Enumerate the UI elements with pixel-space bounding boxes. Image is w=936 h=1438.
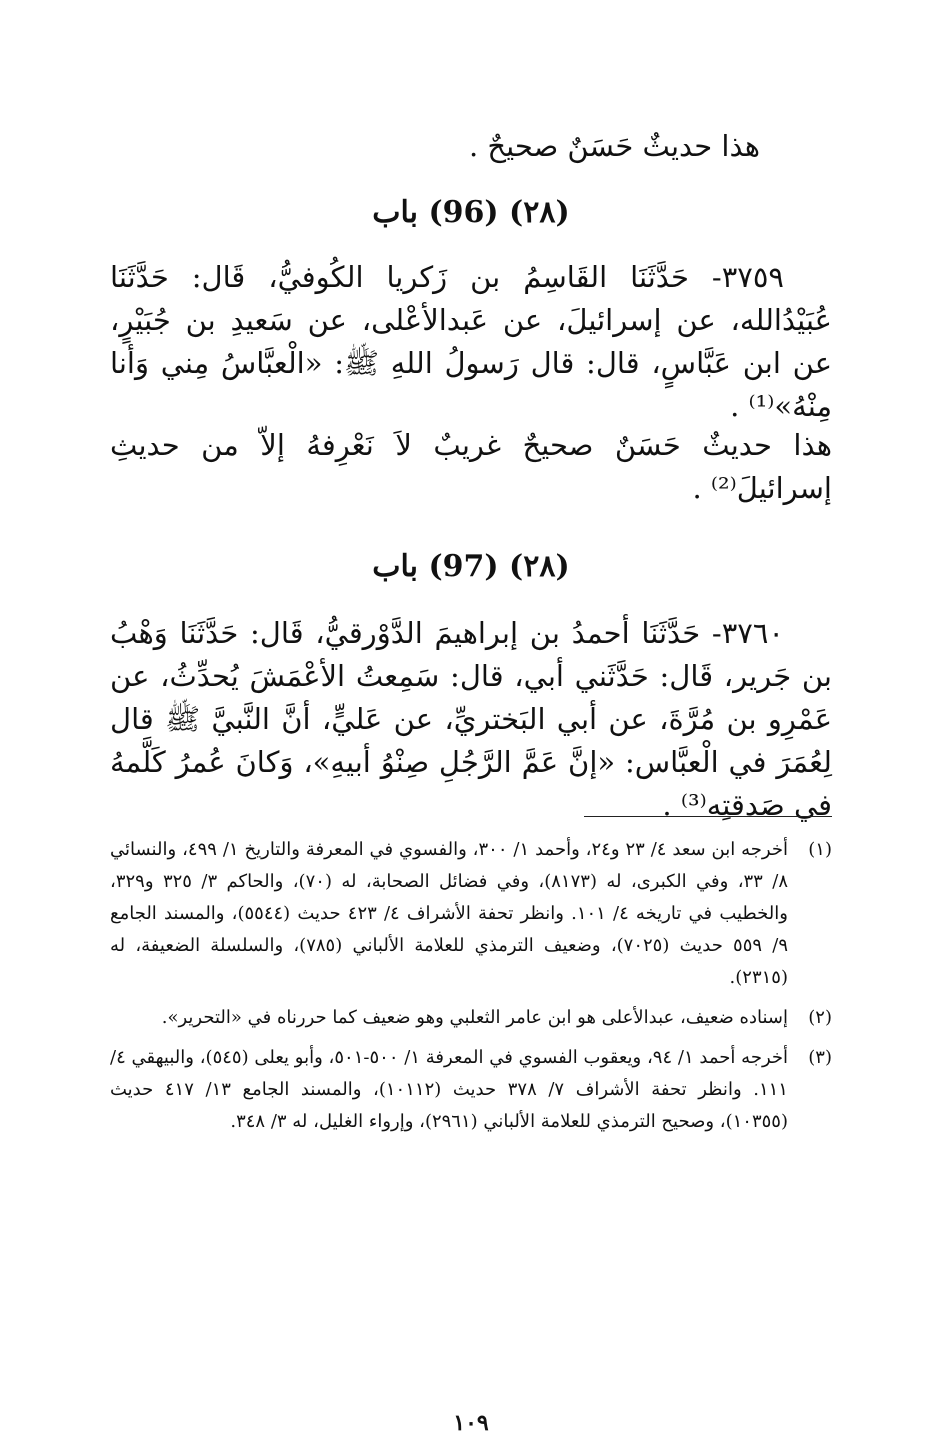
footnote-number: (١) bbox=[808, 839, 832, 860]
footnote bbox=[110, 1042, 832, 1138]
footnote-text: إسناده ضعيف، عبدالأعلى هو ابن عامر الثعلبي وهو ضعيف كما حررناه في «التحرير». bbox=[161, 1007, 788, 1028]
footnote bbox=[110, 834, 832, 994]
hadith-text: ٣٧٥٩- حَدَّثَنَا القَاسِمُ بن زَكريا الكُوفيُّ، قَال: حَدَّثَنَا عُبَيْدُالله، عن إسرائيلَ، عن عَبدالأعْلى، عن سَعيدِ بن جُبَيْرٍ، عن ابن عَبَّاسٍ، قال: قال رَسولُ اللهِ ﷺ: «الْعبَّاسُ مِني وَأنا مِنْهُ»⁽¹⁾ . bbox=[110, 260, 832, 423]
footnote-text: أخرجه أحمد ١/ ٩٤، ويعقوب الفسوي في المعرفة ١/ ٥٠٠-٥٠١، وأبو يعلى (٥٤٥)، والبيهقي ٤/ ١١١. وانظر تحفة الأشراف ٧/ ٣٧٨ حديث (١٠١١٢)، والمسند الجامع ١٣/ ٤١٧ حديث (١٠٣٥٥)، وصحيح الترمذي للعلامة الألباني (٢٩٦١)، وإرواء الغليل، له ٣/ ٣٤٨. bbox=[110, 1047, 789, 1132]
footnote-number: (٣) bbox=[808, 1047, 832, 1068]
hadith-text: ٣٧٦٠- حَدَّثَنَا أحمدُ بن إبراهيمَ الدَّوْرقيُّ، قَال: حَدَّثَنَا وَهْبُ بن جَرير، قَال: حَدَّثَني أبي، قال: سَمِعتُ الأعْمَشَ يُحدِّثُ، عن عَمْرِو بن مُرَّةَ، عن أبي البَختريِّ، عن عَليٍّ، أنَّ النَّبيَّ ﷺ قال لِعُمَرَ في الْعبَّاس: «إنَّ عَمَّ الرَّجُلِ صِنْوُ أبيهِ»، وَكانَ عُمرُ كَلَّمهُ في صَدقتِه⁽³⁾ . bbox=[110, 616, 832, 822]
footnote-divider bbox=[584, 816, 832, 817]
footnote bbox=[110, 1002, 832, 1034]
section-heading: (٢٨) (97) باب bbox=[372, 549, 570, 584]
closing-statement: هذا حديثٌ حَسَنٌ صحيحٌ . bbox=[468, 129, 760, 163]
footnote-number: (٢) bbox=[808, 1007, 832, 1028]
page-number: ١٠٩ bbox=[453, 1410, 489, 1436]
footnote-text: أخرجه ابن سعد ٤/ ٢٣ و٢٤، وأحمد ١/ ٣٠٠، والفسوي في المعرفة والتاريخ ١/ ٤٩٩، والنسائي ٨/ ٣٣، وفي الكبرى، له (٨١٧٣)، وفي فضائل الصحابة، له (٧٠)، والحاكم ٣/ ٣٢٥ و٣٢٩، والخطيب في تاريخه ٤/ ١٠١. وانظر تحفة الأشراف ٤/ ٤٢٣ حديث (٥٥٤٤)، والمسند الجامع ٩/ ٥٥٩ حديث (٧٠٢٥)، وضعيف الترمذي للعلامة الألباني (٧٨٥)، والسلسلة الضعيفة، له (٢٣١٥). bbox=[110, 839, 789, 988]
section-heading: (٢٨) (96) باب bbox=[372, 195, 570, 230]
hadith-grading: هذا حديثٌ حَسَنٌ صحيحٌ غريبٌ لاَ نَعْرِفهُ إلاّ من حديثِ إسرائيلَ⁽²⁾ . bbox=[110, 428, 832, 505]
footnotes bbox=[110, 834, 832, 1146]
